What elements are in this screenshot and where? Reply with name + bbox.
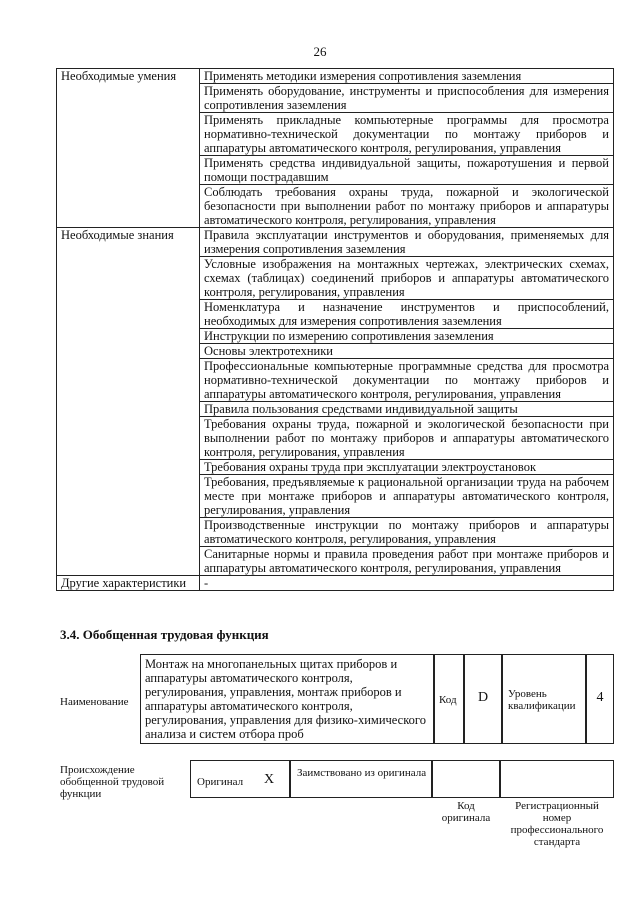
page-number: 26 (313, 44, 327, 59)
knowledge-item: Требования охраны труда при эксплуатации электроустановок (200, 460, 614, 475)
level-label: Уровень квалификации (508, 688, 576, 712)
knowledge-label: Необходимые знания (57, 228, 200, 576)
knowledge-item: Профессиональные компьютерные программные средства для просмотра нормативно-технической документации по монтажу приборов и аппаратуры автоматического контроля, регулирования, управления (200, 359, 614, 402)
code-original-cell (432, 760, 500, 798)
name-label: Наименование (60, 696, 129, 708)
origin-label: Происхождение обобщенной трудовой функции (60, 764, 165, 800)
requirements-table (56, 68, 614, 591)
knowledge-item: Требования, предъявляемые к рациональной организации труда на рабочем месте при монтаже приборов и аппаратуры автоматического контроля, регулирования, управления (200, 475, 614, 518)
skill-item: Применять оборудование, инструменты и приспособления для измерения сопротивления заземления (200, 84, 614, 113)
skill-item: Применять прикладные компьютерные программы для просмотра нормативно-технической документации по монтажу приборов и аппаратуры автоматического контроля, регулирования, управления (200, 113, 614, 156)
knowledge-item: Условные изображения на монтажных чертежах, электрических схемах, схемах (таблицах) соединений приборов и аппаратуры автоматического контроля, регулирования, управления (200, 257, 614, 300)
original-mark: X (264, 772, 275, 787)
function-name-value: Монтаж на многопанельных щитах приборов и аппаратуры автоматического контроля, регулирования, управления, монтаж приборов и аппаратуры автоматического контроля, регулирования, управления для физико-химического анализа и систем отбора проб (140, 654, 434, 744)
borrowed-label: Заимствовано из оригинала (297, 767, 427, 779)
skill-item: Применять методики измерения сопротивления заземления (200, 69, 614, 84)
skill-item: Применять средства индивидуальной защиты, пожаротушения и первой помощи пострадавшим (200, 156, 614, 185)
skills-label: Необходимые умения (57, 69, 200, 228)
knowledge-item: Правила пользования средствами индивидуальной защиты (200, 402, 614, 417)
knowledge-item: Инструкции по измерению сопротивления заземления (200, 329, 614, 344)
table-row (57, 228, 614, 257)
knowledge-item: Номенклатура и назначение инструментов и приспособлений, необходимых для измерения сопротивления заземления (200, 300, 614, 329)
table-row (57, 69, 614, 84)
reg-number-cell (500, 760, 614, 798)
level-value: 4 (596, 690, 604, 705)
knowledge-item: Производственные инструкции по монтажу приборов и аппаратуры автоматического контроля, регулирования, управления (200, 518, 614, 547)
knowledge-item: Правила эксплуатации инструментов и оборудования, применяемых для измерения сопротивления заземления (200, 228, 614, 257)
other-label: Другие характеристики (57, 576, 200, 591)
borrowed-cell (290, 760, 432, 798)
skill-item: Соблюдать требования охраны труда, пожарной и экологической безопасности при выполнении работ по монтажу приборов и аппаратуры автоматического контроля, регулирования, управления (200, 185, 614, 228)
knowledge-item: Санитарные нормы и правила проведения работ при монтаже приборов и аппаратуры автоматического контроля, регулирования, управления (200, 547, 614, 576)
other-value: - (200, 576, 614, 591)
section-title: 3.4. Обобщенная трудовая функция (60, 627, 269, 642)
original-label: Оригинал (197, 776, 244, 788)
knowledge-item: Требования охраны труда, пожарной и экологической безопасности при выполнении работ по монтажу приборов и аппаратуры автоматического контроля, регулирования, управления (200, 417, 614, 460)
code-label: Код (439, 694, 457, 706)
knowledge-item: Основы электротехники (200, 344, 614, 359)
code-original-label: Код оригинала (441, 800, 491, 824)
table-row (57, 576, 614, 591)
reg-number-label: Регистрационный номер профессионального стандарта (510, 800, 604, 848)
code-value: D (477, 690, 489, 705)
